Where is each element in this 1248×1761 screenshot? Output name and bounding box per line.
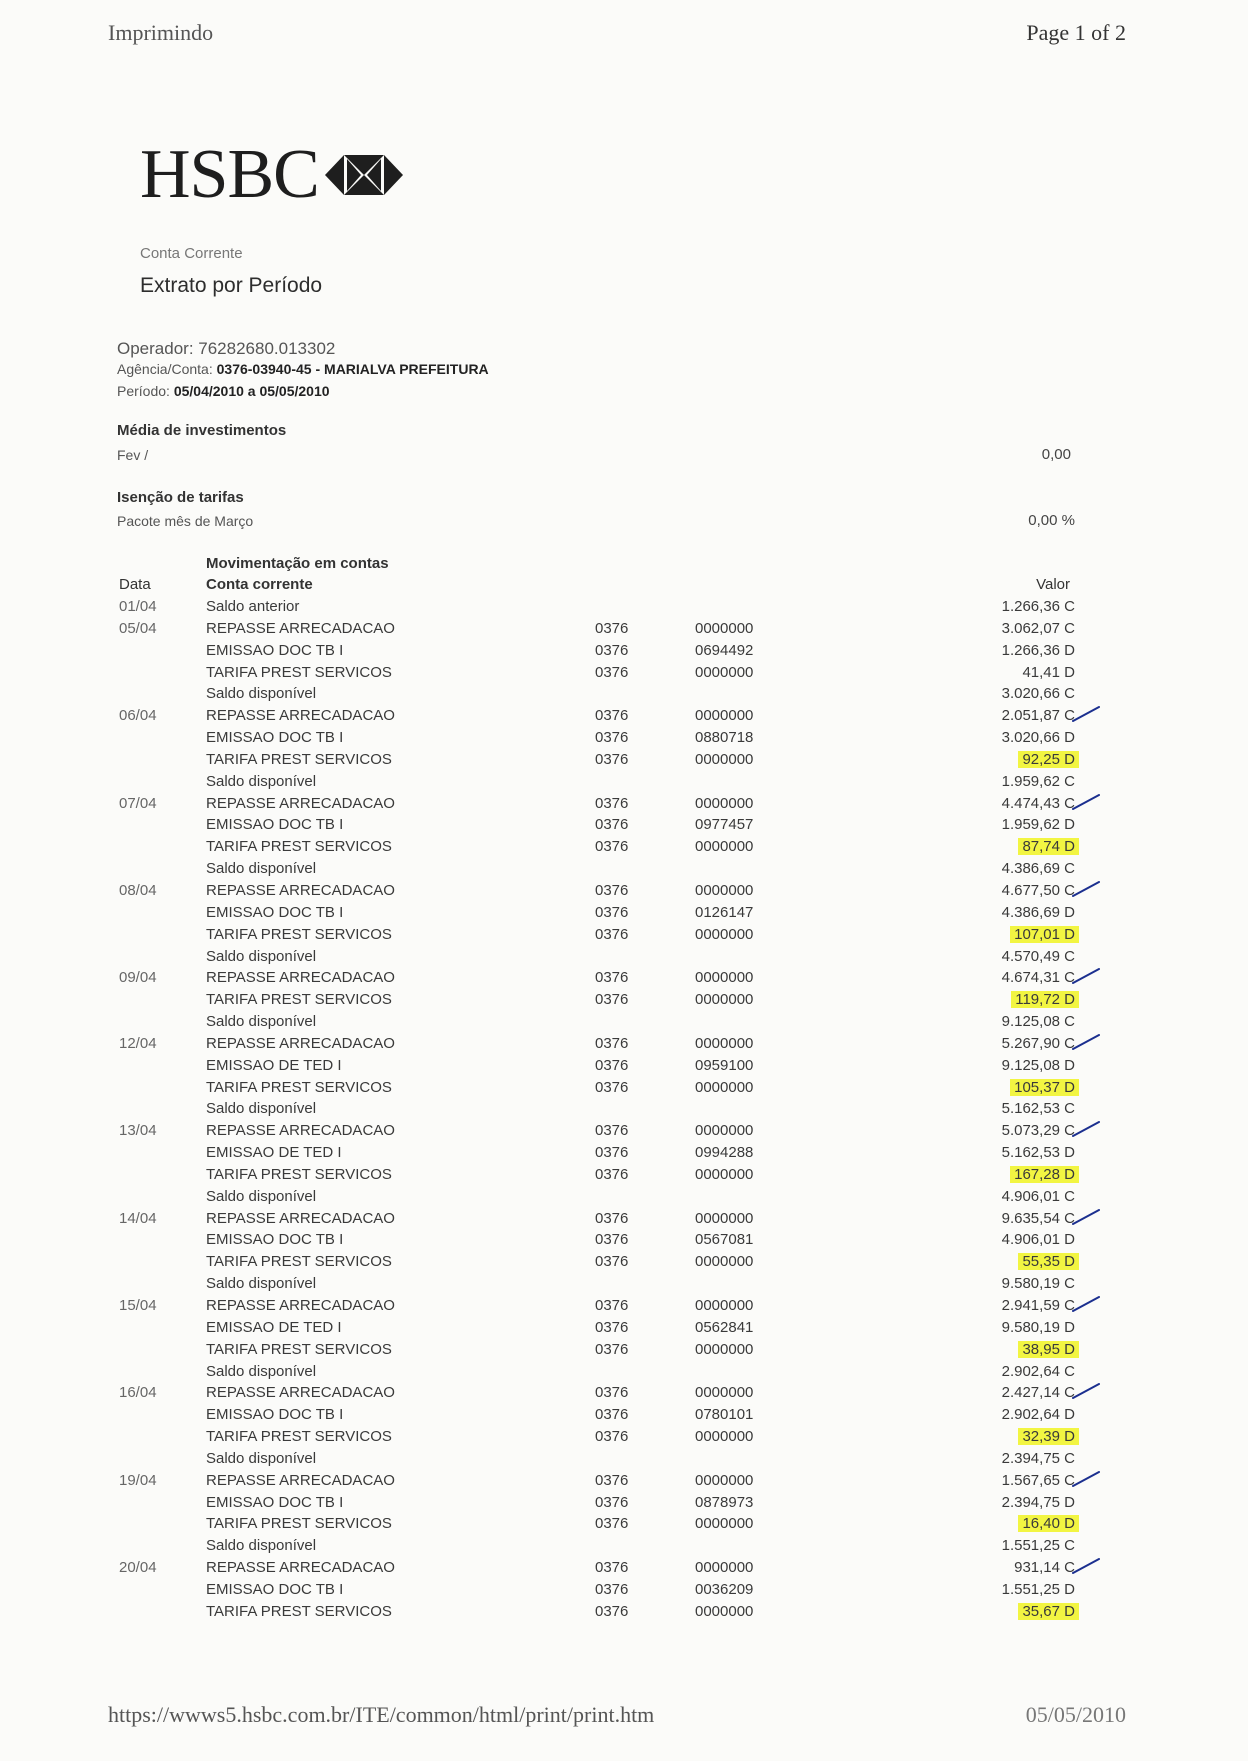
row-date: 06/04 xyxy=(119,707,157,725)
row-description: REPASSE ARRECADACAO xyxy=(206,1122,395,1140)
row-description: TARIFA PREST SERVICOS xyxy=(206,1602,392,1620)
row-document: 0959100 xyxy=(695,1056,754,1074)
row-description: REPASSE ARRECADACAO xyxy=(206,1559,395,1577)
row-value: 32,39 D xyxy=(1018,1428,1079,1445)
table-row xyxy=(0,1164,1248,1186)
table-row xyxy=(0,1208,1248,1230)
row-agency: 0376 xyxy=(595,1318,629,1336)
row-document: 0000000 xyxy=(695,707,754,725)
table-row xyxy=(0,858,1248,880)
check-mark-icon xyxy=(1072,1295,1100,1313)
check-mark-icon xyxy=(1072,1470,1100,1488)
row-document: 0694492 xyxy=(695,641,754,659)
hsbc-hexagon-logo-icon xyxy=(325,153,403,197)
row-agency: 0376 xyxy=(595,1209,629,1227)
row-date: 08/04 xyxy=(119,881,157,899)
table-row xyxy=(0,1142,1248,1164)
row-agency: 0376 xyxy=(595,641,629,659)
row-value: 1.959,62 C xyxy=(1001,772,1075,790)
row-value: 4.677,50 C xyxy=(1001,881,1075,899)
row-value: 2.051,87 C xyxy=(1001,707,1075,725)
row-document: 0000000 xyxy=(695,1471,754,1489)
row-value: 9.580,19 C xyxy=(1001,1275,1075,1293)
table-row xyxy=(0,1273,1248,1295)
row-document: 0000000 xyxy=(695,1034,754,1052)
row-document: 0567081 xyxy=(695,1231,754,1249)
row-document: 0880718 xyxy=(695,729,754,747)
row-agency: 0376 xyxy=(595,1384,629,1402)
row-value: 16,40 D xyxy=(1018,1515,1079,1532)
table-row xyxy=(0,1404,1248,1426)
row-document: 0780101 xyxy=(695,1406,754,1424)
table-row xyxy=(0,1055,1248,1077)
table-row xyxy=(0,596,1248,618)
row-agency: 0376 xyxy=(595,1559,629,1577)
row-description: REPASSE ARRECADACAO xyxy=(206,1297,395,1314)
row-document: 0000000 xyxy=(695,1078,754,1096)
check-mark-icon xyxy=(1072,705,1100,723)
row-value: 35,67 D xyxy=(1018,1603,1079,1620)
table-row xyxy=(0,618,1248,640)
row-document: 0000000 xyxy=(695,1122,754,1140)
row-document: 0000000 xyxy=(695,1253,754,1271)
table-row xyxy=(0,1448,1248,1470)
row-value: 2.941,59 C xyxy=(1001,1297,1075,1314)
row-value: 4.570,49 C xyxy=(1001,947,1075,965)
table-row xyxy=(0,1098,1248,1120)
row-description: EMISSAO DE TED I xyxy=(206,1144,342,1162)
row-agency: 0376 xyxy=(595,1471,629,1489)
row-agency: 0376 xyxy=(595,1406,629,1424)
row-description: TARIFA PREST SERVICOS xyxy=(206,663,392,681)
row-description: REPASSE ARRECADACAO xyxy=(206,1384,395,1402)
row-description: TARIFA PREST SERVICOS xyxy=(206,1515,392,1533)
table-row xyxy=(0,1535,1248,1557)
table-row xyxy=(0,1251,1248,1273)
row-description: Saldo disponível xyxy=(206,947,317,965)
hsbc-logo xyxy=(140,136,403,213)
row-agency: 0376 xyxy=(595,816,629,834)
row-date: 07/04 xyxy=(119,794,157,812)
row-agency: 0376 xyxy=(595,663,629,681)
row-value: 1.551,25 D xyxy=(1001,1580,1075,1598)
row-value: 167,28 D xyxy=(1010,1166,1079,1183)
row-value: 1.567,65 C xyxy=(1001,1471,1075,1489)
row-date: 12/04 xyxy=(119,1034,157,1052)
row-document: 0000000 xyxy=(695,1209,754,1227)
investimentos-value: 0,00 xyxy=(1041,446,1071,463)
row-document: 0878973 xyxy=(695,1493,754,1511)
periodo-line xyxy=(117,383,330,399)
row-value: 9.580,19 D xyxy=(1001,1318,1075,1336)
table-row xyxy=(0,836,1248,858)
row-document: 0562841 xyxy=(695,1318,754,1336)
row-value: 4.906,01 C xyxy=(1001,1187,1075,1205)
table-row xyxy=(0,1120,1248,1142)
table-row xyxy=(0,1361,1248,1383)
table-row xyxy=(0,902,1248,924)
row-description: Saldo disponível xyxy=(206,772,317,790)
row-document: 0000000 xyxy=(695,881,754,899)
row-agency: 0376 xyxy=(595,1297,629,1314)
row-value: 9.635,54 C xyxy=(1001,1209,1075,1227)
row-description: EMISSAO DOC TB I xyxy=(206,816,344,834)
table-row xyxy=(0,989,1248,1011)
row-description: EMISSAO DOC TB I xyxy=(206,1406,344,1424)
row-document: 0000000 xyxy=(695,838,754,856)
investimentos-heading: Média de investimentos xyxy=(117,422,287,439)
table-row xyxy=(0,946,1248,968)
row-value: 1.266,36 C xyxy=(1001,598,1075,615)
table-row xyxy=(0,1339,1248,1361)
row-document: 0000000 xyxy=(695,1428,754,1446)
table-row xyxy=(0,1492,1248,1514)
row-document: 0000000 xyxy=(695,1340,754,1358)
row-document: 0000000 xyxy=(695,1515,754,1533)
row-description: EMISSAO DOC TB I xyxy=(206,1493,344,1511)
row-value: 5.162,53 C xyxy=(1001,1100,1075,1118)
row-description: Saldo disponível xyxy=(206,1449,317,1467)
row-document: 0000000 xyxy=(695,794,754,812)
row-agency: 0376 xyxy=(595,838,629,856)
row-agency: 0376 xyxy=(595,1078,629,1096)
row-value: 1.959,62 D xyxy=(1001,816,1075,834)
isencao-value: 0,00 % xyxy=(1028,512,1075,529)
check-mark-icon xyxy=(1072,793,1100,811)
table-row xyxy=(0,662,1248,684)
row-description: EMISSAO DOC TB I xyxy=(206,903,344,921)
row-document: 0000000 xyxy=(695,969,754,987)
row-agency: 0376 xyxy=(595,991,629,1009)
row-description: Saldo disponível xyxy=(206,1187,317,1205)
check-mark-icon xyxy=(1072,1557,1100,1575)
row-agency: 0376 xyxy=(595,1144,629,1162)
movimentacao-heading: Movimentação em contas xyxy=(206,555,389,572)
row-document: 0126147 xyxy=(695,903,754,921)
account-type: Conta Corrente xyxy=(140,245,243,262)
row-agency: 0376 xyxy=(595,925,629,943)
row-value: 2.394,75 D xyxy=(1001,1493,1075,1511)
row-description: Saldo disponível xyxy=(206,1275,317,1293)
agencia-label: Agência/Conta: xyxy=(117,361,213,377)
row-agency: 0376 xyxy=(595,1515,629,1533)
page-title: Extrato por Período xyxy=(140,274,323,297)
isencao-heading: Isenção de tarifas xyxy=(117,489,244,506)
column-header-data: Data xyxy=(119,576,151,593)
row-description: TARIFA PREST SERVICOS xyxy=(206,838,392,856)
periodo-value: 05/04/2010 a 05/05/2010 xyxy=(173,383,330,399)
table-row xyxy=(0,640,1248,662)
row-description: Saldo disponível xyxy=(206,1362,317,1380)
row-value: 4.906,01 D xyxy=(1001,1231,1075,1249)
row-date: 19/04 xyxy=(119,1471,157,1489)
row-document: 0036209 xyxy=(695,1580,754,1598)
row-agency: 0376 xyxy=(595,619,629,637)
row-description: TARIFA PREST SERVICOS xyxy=(206,1078,392,1096)
row-value: 3.062,07 C xyxy=(1001,619,1075,637)
row-value: 92,25 D xyxy=(1018,751,1079,768)
table-row xyxy=(0,771,1248,793)
row-description: EMISSAO DOC TB I xyxy=(206,729,344,747)
row-description: EMISSAO DOC TB I xyxy=(206,1231,344,1249)
row-value: 3.020,66 C xyxy=(1001,685,1075,703)
table-row xyxy=(0,1557,1248,1579)
row-document: 0000000 xyxy=(695,1384,754,1402)
row-value: 3.020,66 D xyxy=(1001,729,1075,747)
row-agency: 0376 xyxy=(595,1253,629,1271)
table-row xyxy=(0,967,1248,989)
row-date: 05/04 xyxy=(119,619,157,637)
row-date: 14/04 xyxy=(119,1209,157,1227)
row-value: 105,37 D xyxy=(1010,1079,1079,1096)
column-header-conta: Conta corrente xyxy=(206,576,313,593)
agencia-value: 0376-03940-45 - MARIALVA PREFEITURA xyxy=(216,361,489,377)
table-row xyxy=(0,814,1248,836)
row-document: 0000000 xyxy=(695,750,754,768)
row-value: 931,14 C xyxy=(1014,1559,1075,1577)
row-value: 4.674,31 C xyxy=(1001,969,1075,987)
row-value: 2.427,14 C xyxy=(1001,1384,1075,1402)
table-row xyxy=(0,705,1248,727)
check-mark-icon xyxy=(1072,1120,1100,1138)
row-agency: 0376 xyxy=(595,1428,629,1446)
table-row xyxy=(0,1186,1248,1208)
row-description: EMISSAO DOC TB I xyxy=(206,1580,344,1598)
row-agency: 0376 xyxy=(595,750,629,768)
row-agency: 0376 xyxy=(595,1034,629,1052)
row-value: 38,95 D xyxy=(1018,1341,1079,1358)
row-description: TARIFA PREST SERVICOS xyxy=(206,991,392,1009)
row-description: EMISSAO DE TED I xyxy=(206,1318,342,1336)
row-date: 20/04 xyxy=(119,1559,157,1577)
table-row xyxy=(0,1317,1248,1339)
check-mark-icon xyxy=(1072,1033,1100,1051)
row-agency: 0376 xyxy=(595,1493,629,1511)
row-agency: 0376 xyxy=(595,1122,629,1140)
row-agency: 0376 xyxy=(595,794,629,812)
footer-url: https://wwws5.hsbc.com.br/ITE/common/html/print/print.htm xyxy=(108,1702,655,1727)
check-mark-icon xyxy=(1072,1208,1100,1226)
row-description: TARIFA PREST SERVICOS xyxy=(206,1428,392,1446)
table-row xyxy=(0,1601,1248,1623)
row-description: REPASSE ARRECADACAO xyxy=(206,969,395,987)
row-date: 09/04 xyxy=(119,969,157,987)
row-agency: 0376 xyxy=(595,1602,629,1620)
row-value: 9.125,08 C xyxy=(1001,1013,1075,1031)
row-description: TARIFA PREST SERVICOS xyxy=(206,1165,392,1183)
table-row xyxy=(0,1513,1248,1535)
row-agency: 0376 xyxy=(595,881,629,899)
row-document: 0000000 xyxy=(695,1559,754,1577)
row-document: 0000000 xyxy=(695,1297,754,1314)
row-value: 119,72 D xyxy=(1011,991,1079,1008)
row-description: REPASSE ARRECADACAO xyxy=(206,707,395,725)
row-document: 0000000 xyxy=(695,619,754,637)
row-description: TARIFA PREST SERVICOS xyxy=(206,1340,392,1358)
row-document: 0000000 xyxy=(695,1165,754,1183)
table-row xyxy=(0,924,1248,946)
check-mark-icon xyxy=(1072,1382,1100,1400)
table-row xyxy=(0,1382,1248,1404)
row-description: REPASSE ARRECADACAO xyxy=(206,1471,395,1489)
row-date: 13/04 xyxy=(119,1122,157,1140)
row-description: Saldo disponível xyxy=(206,1013,317,1031)
row-document: 0994288 xyxy=(695,1144,754,1162)
row-description: EMISSAO DE TED I xyxy=(206,1056,342,1074)
row-value: 4.474,43 C xyxy=(1001,794,1075,812)
row-value: 5.162,53 D xyxy=(1001,1144,1075,1162)
footer-date: 05/05/2010 xyxy=(1025,1702,1126,1727)
row-value: 5.073,29 C xyxy=(1001,1122,1075,1140)
table-row xyxy=(0,1579,1248,1601)
row-agency: 0376 xyxy=(595,1580,629,1598)
row-description: REPASSE ARRECADACAO xyxy=(206,1034,395,1052)
row-description: TARIFA PREST SERVICOS xyxy=(206,1253,392,1271)
row-agency: 0376 xyxy=(595,1165,629,1183)
row-agency: 0376 xyxy=(595,1056,629,1074)
investimentos-line: Fev / xyxy=(117,447,149,463)
row-description: REPASSE ARRECADACAO xyxy=(206,1209,395,1227)
row-description: Saldo disponível xyxy=(206,1537,317,1555)
row-value: 4.386,69 C xyxy=(1001,860,1075,878)
column-header-valor: Valor xyxy=(1036,576,1070,593)
row-agency: 0376 xyxy=(595,969,629,987)
table-row xyxy=(0,1470,1248,1492)
row-description: REPASSE ARRECADACAO xyxy=(206,881,395,899)
row-value: 2.394,75 C xyxy=(1001,1449,1075,1467)
row-description: REPASSE ARRECADACAO xyxy=(206,619,395,637)
table-row xyxy=(0,793,1248,815)
page-indicator: Page 1 of 2 xyxy=(1026,20,1126,45)
row-agency: 0376 xyxy=(595,1340,629,1358)
row-agency: 0376 xyxy=(595,707,629,725)
transactions-table xyxy=(0,596,1248,1623)
check-mark-icon xyxy=(1072,967,1100,985)
row-value: 1.266,36 D xyxy=(1001,641,1075,659)
row-document: 0000000 xyxy=(695,1602,754,1620)
row-description: Saldo disponível xyxy=(206,685,317,703)
row-value: 41,41 D xyxy=(1022,663,1075,681)
table-row xyxy=(0,1229,1248,1251)
row-value: 2.902,64 D xyxy=(1001,1406,1075,1424)
check-mark-icon xyxy=(1072,880,1100,898)
row-document: 0977457 xyxy=(695,816,754,834)
row-document: 0000000 xyxy=(695,663,754,681)
row-date: 15/04 xyxy=(119,1297,157,1314)
operador-line: Operador: 76282680.013302 xyxy=(117,339,336,358)
agencia-line xyxy=(117,361,489,377)
row-document: 0000000 xyxy=(695,991,754,1009)
row-value: 87,74 D xyxy=(1018,838,1079,855)
table-row xyxy=(0,683,1248,705)
row-value: 2.902,64 C xyxy=(1001,1362,1075,1380)
periodo-label: Período: xyxy=(117,383,170,399)
row-agency: 0376 xyxy=(595,1231,629,1249)
row-description: Saldo disponível xyxy=(206,860,317,878)
row-description: EMISSAO DOC TB I xyxy=(206,641,344,659)
table-row xyxy=(0,727,1248,749)
row-description: TARIFA PREST SERVICOS xyxy=(206,925,392,943)
table-row xyxy=(0,749,1248,771)
row-date: 01/04 xyxy=(119,598,157,615)
row-description: Saldo disponível xyxy=(206,1100,317,1118)
row-value: 4.386,69 D xyxy=(1001,903,1075,921)
row-description: TARIFA PREST SERVICOS xyxy=(206,750,392,768)
table-row xyxy=(0,1295,1248,1317)
row-agency: 0376 xyxy=(595,729,629,747)
row-value: 55,35 D xyxy=(1018,1253,1079,1270)
row-value: 5.267,90 C xyxy=(1001,1034,1075,1052)
table-row xyxy=(0,880,1248,902)
row-date: 16/04 xyxy=(119,1384,157,1402)
row-description: Saldo anterior xyxy=(206,598,300,615)
row-value: 9.125,08 D xyxy=(1001,1056,1075,1074)
brand-name: HSBC xyxy=(140,136,319,213)
isencao-line: Pacote mês de Março xyxy=(117,513,254,529)
row-value: 1.551,25 C xyxy=(1001,1537,1075,1555)
row-agency: 0376 xyxy=(595,903,629,921)
table-row xyxy=(0,1077,1248,1099)
table-row xyxy=(0,1033,1248,1055)
row-value: 107,01 D xyxy=(1010,926,1079,943)
row-document: 0000000 xyxy=(695,925,754,943)
row-description: REPASSE ARRECADACAO xyxy=(206,794,395,812)
print-header-left: Imprimindo xyxy=(108,20,214,45)
table-row xyxy=(0,1011,1248,1033)
table-row xyxy=(0,1426,1248,1448)
